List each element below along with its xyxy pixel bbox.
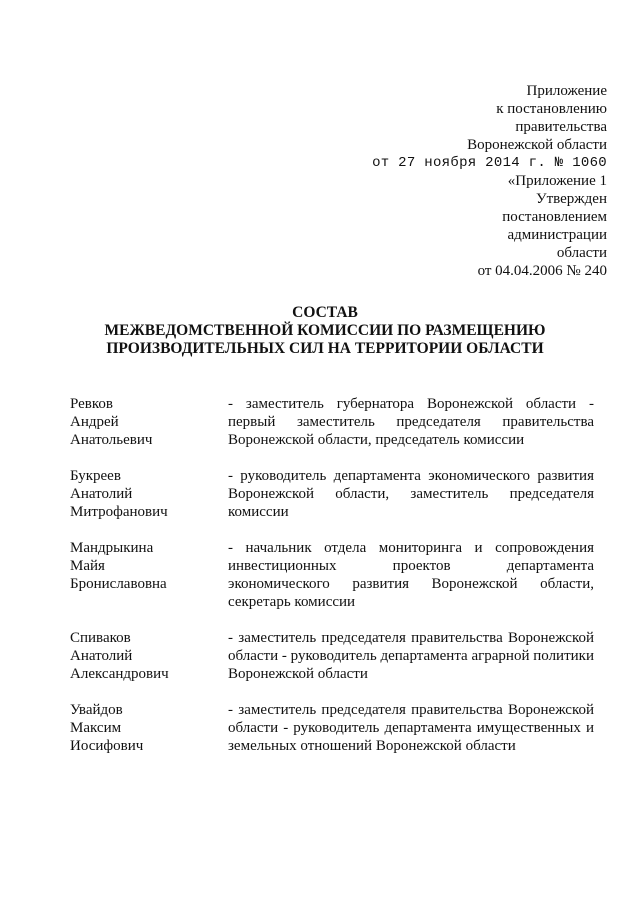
- member-first-name: Максим: [70, 720, 122, 736]
- member-patronymic: Иосифович: [70, 738, 144, 754]
- header-line: «Приложение 1: [507, 173, 607, 189]
- member-entry: [70, 629, 594, 683]
- document-title: [40, 304, 610, 358]
- header-line: постановлением: [502, 209, 607, 225]
- decree-date-number: от 27 ноября 2014 г. № 1060: [372, 155, 607, 171]
- member-surname: Ревков: [70, 396, 113, 412]
- title-line: СОСТАВ: [292, 304, 358, 321]
- member-role: - заместитель председателя правительства Воронежской области - руководитель департамента аграрной политики Воронежской области: [228, 630, 594, 682]
- member-name: [70, 539, 228, 611]
- header-line: области: [556, 245, 607, 261]
- member-role: - начальник отдела мониторинга и сопровождения инвестиционных проектов департамента экономического развития Воронежской области, секретарь комиссии: [228, 540, 594, 610]
- title-line: МЕЖВЕДОМСТВЕННОЙ КОМИССИИ ПО РАЗМЕЩЕНИЮ: [104, 322, 546, 339]
- member-patronymic: Брониславовна: [70, 576, 167, 592]
- title-line: ПРОИЗВОДИТЕЛЬНЫХ СИЛ НА ТЕРРИТОРИИ ОБЛАСТИ: [106, 340, 544, 357]
- member-first-name: Анатолий: [70, 648, 133, 664]
- member-name: [70, 701, 228, 755]
- member-surname: Увайдов: [70, 702, 123, 718]
- member-surname: Букреев: [70, 468, 121, 484]
- header-line: к постановлению: [496, 101, 607, 117]
- member-entry: [70, 701, 594, 755]
- member-list: [70, 395, 594, 773]
- member-first-name: Андрей: [70, 414, 119, 430]
- header-line: Утвержден: [535, 191, 607, 207]
- member-patronymic: Митрофанович: [70, 504, 168, 520]
- member-patronymic: Анатольевич: [70, 432, 153, 448]
- member-role: - заместитель председателя правительства Воронежской области - руководитель департамента имущественных и земельных отношений Воронежской области: [228, 702, 594, 754]
- member-first-name: Анатолий: [70, 486, 133, 502]
- member-entry: [70, 467, 594, 521]
- header-line: правительства: [515, 119, 607, 135]
- header-line: от 04.04.2006 № 240: [477, 263, 607, 279]
- member-role: - заместитель губернатора Воронежской области - первый заместитель председателя правительства Воронежской области, председатель комиссии: [228, 396, 594, 448]
- member-name: [70, 395, 228, 449]
- header-line: администрации: [507, 227, 607, 243]
- member-name: [70, 467, 228, 521]
- appendix-header: [372, 82, 607, 280]
- member-patronymic: Александрович: [70, 666, 169, 682]
- member-first-name: Майя: [70, 558, 105, 574]
- member-role: - руководитель департамента экономического развития Воронежской области, заместитель председателя комиссии: [228, 468, 594, 520]
- member-entry: [70, 395, 594, 449]
- member-surname: Мандрыкина: [70, 540, 154, 556]
- header-line: Приложение: [526, 83, 607, 99]
- member-entry: [70, 539, 594, 611]
- header-line: Воронежской области: [467, 137, 607, 153]
- member-name: [70, 629, 228, 683]
- member-surname: Спиваков: [70, 630, 131, 646]
